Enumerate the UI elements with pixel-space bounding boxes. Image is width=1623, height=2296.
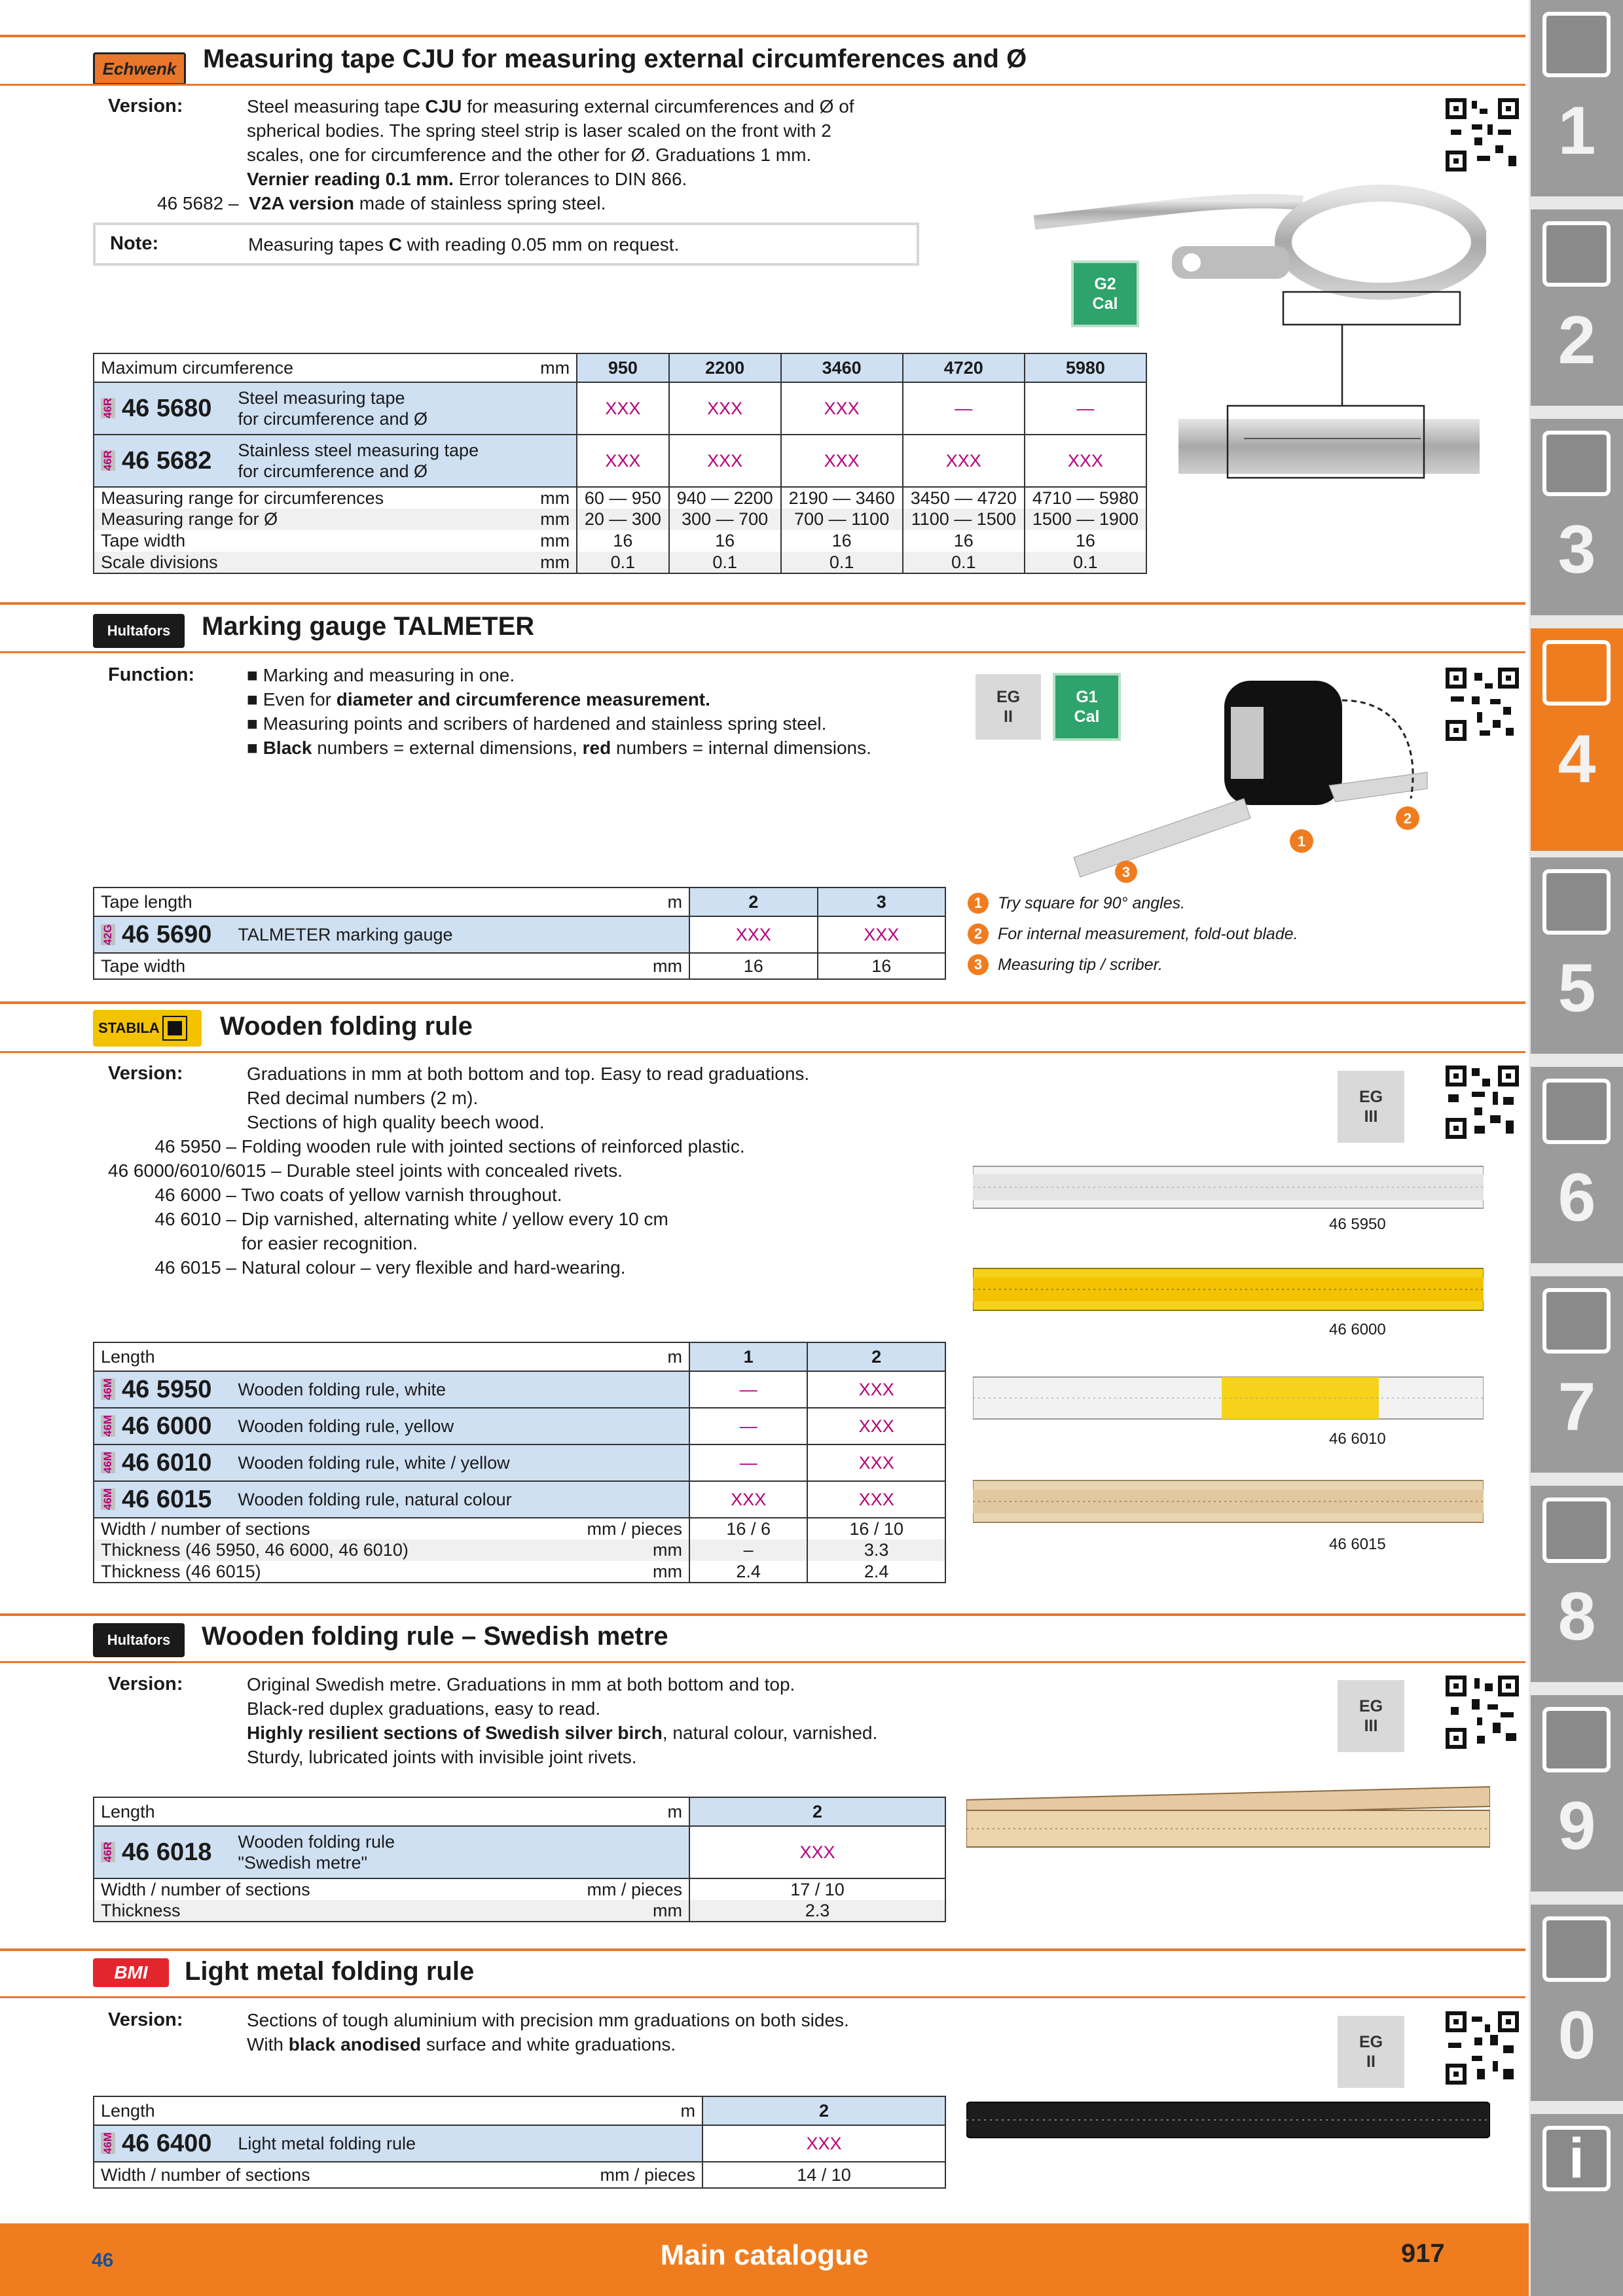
table-row[interactable] xyxy=(94,916,945,953)
price-cell: — xyxy=(689,1444,807,1481)
image-caption: 46 6015 xyxy=(1329,1535,1386,1553)
group-code: 46R xyxy=(101,1842,114,1863)
section-title: Wooden folding rule xyxy=(220,1012,473,1041)
section-rule xyxy=(0,84,1525,86)
price-cell: — xyxy=(903,382,1025,435)
spec-row: Measuring range for circumferences mm 60 — 950 940 — 2200 2190 — 3460 3450 — 4720 4710 — 5980 xyxy=(94,487,1146,509)
eg-badge: EG III xyxy=(1338,1071,1404,1143)
price-cell: XXX xyxy=(702,2125,945,2162)
article-number: 46 5950 xyxy=(122,1375,212,1403)
version-label: Version: xyxy=(108,96,183,117)
price-cell: XXX xyxy=(781,435,903,487)
calibration-badge: G2 Cal xyxy=(1071,260,1139,327)
section-title: Measuring tape CJU for measuring external circumferences and Ø xyxy=(203,45,1027,73)
function-list: ■ Marking and measuring in one. ■ Even for diameter and circumference measurement. ■ Measuring points and scribers of hardened and stainless spring steel. ■ Black numbers = external dimensions, red numbers = internal dimensions. xyxy=(247,665,871,758)
price-cell: XXX xyxy=(781,382,903,435)
version-label: Version: xyxy=(108,1063,183,1084)
product-table xyxy=(93,1342,946,1583)
price-cell: XXX xyxy=(669,382,781,435)
chapter-tab-5[interactable]: 5 xyxy=(1531,857,1623,1054)
spec-row: Tape width mm 16 16 xyxy=(94,953,945,979)
note-box xyxy=(93,223,919,266)
table-row[interactable] xyxy=(94,2125,945,2162)
folding-rule-white-yellow-image xyxy=(973,1371,1484,1426)
chapter-tab-3[interactable]: 3 xyxy=(1531,419,1623,615)
table-header-unit: m xyxy=(552,888,689,916)
section-rule xyxy=(0,602,1525,605)
table-header-unit: mm xyxy=(485,353,577,382)
article-description: Wooden folding rule, yellow xyxy=(238,1416,454,1436)
qr-code-icon[interactable] xyxy=(1446,668,1519,741)
spec-row: Width / number of sections mm / pieces 14 / 10 xyxy=(94,2162,945,2188)
calibration-badge: G1 Cal xyxy=(1053,673,1121,741)
tool-holder-icon xyxy=(1542,431,1611,496)
spec-row: Width / number of sections mm / pieces 16 / 6 16 / 10 xyxy=(94,1518,945,1539)
article-description: Steel measuring tape xyxy=(238,388,405,408)
chapter-tab-4[interactable]: 4 xyxy=(1531,628,1623,851)
product-table xyxy=(93,2096,946,2189)
section-rule xyxy=(0,1996,1525,1998)
section-title: Wooden folding rule – Swedish metre xyxy=(202,1622,668,1651)
note-label: Note: xyxy=(110,233,159,254)
group-code: 46M xyxy=(101,1488,114,1511)
table-column-header: 950 xyxy=(577,353,669,382)
section-rule xyxy=(0,1001,1525,1004)
svg-text:3: 3 xyxy=(1122,864,1131,880)
chapter-tab-6[interactable]: 6 xyxy=(1531,1067,1623,1263)
spec-row: Width / number of sections mm / pieces 17 / 10 xyxy=(94,1878,945,1900)
hand-tools-icon xyxy=(1542,1079,1611,1144)
note-text: Measuring tapes C with reading 0.05 mm on request. xyxy=(248,234,680,255)
eg-badge: EG II xyxy=(1338,2016,1404,2088)
legend-item: 3 Measuring tip / scriber. xyxy=(968,954,1163,975)
v2a-line: 46 5682 – V2A version made of stainless spring steel. xyxy=(157,193,606,213)
bmi-logo: BMI xyxy=(93,1958,169,1987)
cabinet-icon xyxy=(1542,1707,1611,1772)
qr-code-icon[interactable] xyxy=(1446,98,1519,171)
table-column-header: 2 xyxy=(702,2096,945,2125)
price-cell: XXX xyxy=(807,1408,945,1444)
price-cell: XXX xyxy=(689,1481,807,1518)
article-description: Wooden folding rule, white xyxy=(238,1379,447,1399)
table-header-label: Length xyxy=(94,1797,552,1826)
product-table xyxy=(93,887,946,980)
qr-code-icon[interactable] xyxy=(1446,2011,1519,2085)
group-code: 42G xyxy=(101,924,114,946)
description: Graduations in mm at both bottom and top. Easy to read graduations. Red decimal numbers (2 m). Sections of high quality beech wood. xyxy=(247,1064,810,1132)
folding-rule-natural-image xyxy=(973,1474,1484,1529)
spec-row: Tape width mm 16 16 16 16 16 xyxy=(94,530,1146,552)
table-row[interactable] xyxy=(94,1408,945,1444)
article-description: Stainless steel measuring tape xyxy=(238,440,479,460)
section-rule xyxy=(0,1051,1525,1053)
article-description: Wooden folding rule, white / yellow xyxy=(238,1452,510,1473)
chapter-tab-0[interactable]: 0 xyxy=(1531,1905,1623,2101)
table-row[interactable] xyxy=(94,435,1146,487)
group-code: 46M xyxy=(101,2132,114,2155)
eg-badge: EG II xyxy=(976,674,1041,740)
page-number-left: 46 xyxy=(92,2250,114,2271)
footer-title: Main catalogue xyxy=(660,2239,869,2271)
table-row[interactable] xyxy=(94,1371,945,1408)
chapter-tab-2[interactable]: 2 xyxy=(1531,209,1623,406)
chapter-tab-1[interactable]: 1 xyxy=(1531,0,1623,196)
table-column-header: 1 xyxy=(689,1342,807,1371)
price-cell: XXX xyxy=(807,1371,945,1408)
svg-text:2: 2 xyxy=(1403,810,1412,827)
table-column-header: 4720 xyxy=(903,353,1025,382)
group-code: 46R xyxy=(101,450,114,471)
product-table xyxy=(93,353,1147,574)
table-column-header: 2200 xyxy=(669,353,781,382)
swedish-folding-rule-image xyxy=(966,1780,1490,1852)
description: Original Swedish metre. Graduations in mm at both bottom and top. Black-red duplex graduations, easy to read. Highly resilient sections of Swedish silver birch, natural colour, varnished. Sturdy, lubricated joints with invisible joint rivets. xyxy=(247,1674,878,1767)
group-code: 46M xyxy=(101,1452,114,1474)
group-code: 46M xyxy=(101,1378,114,1401)
folding-rule-white-image xyxy=(973,1160,1484,1215)
page-number-right: 917 xyxy=(1401,2239,1445,2268)
spec-row: Measuring range for Ø mm 20 — 300 300 — 700 700 — 1100 1100 — 1500 1500 — 1900 xyxy=(94,509,1146,530)
article-number: 46 5682 xyxy=(122,446,212,475)
table-column-header: 2 xyxy=(807,1342,945,1371)
price-cell: — xyxy=(1025,382,1146,435)
price-cell: XXX xyxy=(669,435,781,487)
metal-folding-rule-image xyxy=(966,2100,1490,2140)
chapter-tab-8[interactable]: 8 xyxy=(1531,1486,1623,1682)
cutting-insert-icon xyxy=(1542,221,1611,287)
spec-row: Scale divisions mm 0.1 0.1 0.1 0.1 0.1 xyxy=(94,552,1146,573)
description: Steel measuring tape CJU for measuring external circumferences and Ø of spherical bodies. The spring steel strip is laser scaled on the front with 2 scales, one for circumference and the other for Ø. Graduations 1 mm. Vernier reading 0.1 mm. Error tolerances to DIN 866. xyxy=(247,96,854,189)
article-description: for circumference and Ø xyxy=(238,409,428,429)
table-header-label: Length xyxy=(94,1342,552,1371)
table-row[interactable] xyxy=(94,1826,945,1878)
workshop-tools-icon xyxy=(1542,1498,1611,1563)
product-table xyxy=(93,1797,946,1922)
qr-code-icon[interactable] xyxy=(1446,1676,1519,1749)
page-footer xyxy=(0,2223,1529,2296)
table-header-unit: m xyxy=(565,2096,702,2125)
article-number: 46 6018 xyxy=(122,1838,212,1866)
price-cell: — xyxy=(689,1371,807,1408)
variant-list: 46 5950 – Folding wooden rule with jointed sections of reinforced plastic. 46 6000/6010/6015 – Durable steel joints with concealed rivets. 46 6000 – Two coats of yellow varnish throughout. 46 6010 – Dip varnished, alternating white / yellow every 10 cm for easier recognition. 46 6015 – Natural colour – very flexible and hard-wearing. xyxy=(108,1136,745,1278)
table-column-header: 3460 xyxy=(781,353,903,382)
price-cell: XXX xyxy=(1025,435,1146,487)
article-description: TALMETER marking gauge xyxy=(238,924,453,944)
svg-text:1: 1 xyxy=(1297,833,1306,850)
chapter-tab-7[interactable]: 7 xyxy=(1531,1276,1623,1473)
chapter-tab-info[interactable] xyxy=(1531,2114,1623,2296)
price-cell: XXX xyxy=(689,916,818,953)
price-cell: — xyxy=(689,1408,807,1444)
table-row[interactable] xyxy=(94,382,1146,435)
drill-bit-icon xyxy=(1542,12,1611,77)
section-title: Marking gauge TALMETER xyxy=(202,612,535,641)
image-caption: 46 6000 xyxy=(1329,1321,1386,1338)
description: Sections of tough aluminium with precision mm graduations on both sides. With black anodised surface and white graduations. xyxy=(247,2010,849,2054)
price-cell: XXX xyxy=(818,916,946,953)
table-row[interactable] xyxy=(94,1481,945,1518)
stabila-logo: STABILA xyxy=(93,1010,202,1047)
price-cell: XXX xyxy=(807,1481,945,1518)
echwenk-logo: Echwenk xyxy=(93,52,186,85)
legend-item: 2 For internal measurement, fold-out blade. xyxy=(968,924,1298,944)
table-header-unit: m xyxy=(552,1342,689,1371)
qr-code-icon[interactable] xyxy=(1446,1066,1519,1139)
price-cell: XXX xyxy=(577,382,669,435)
price-cell: XXX xyxy=(903,435,1025,487)
article-number: 46 5680 xyxy=(122,394,212,422)
section-rule xyxy=(0,1948,1525,1951)
article-number: 46 6000 xyxy=(122,1412,212,1440)
table-header-label: Length xyxy=(94,2096,565,2125)
hultafors-logo: Hultafors xyxy=(93,1623,185,1657)
table-row[interactable] xyxy=(94,1444,945,1481)
legend-item: 1 Try square for 90° angles. xyxy=(968,893,1185,914)
section-rule xyxy=(0,1661,1525,1663)
group-code: 46M xyxy=(101,1415,114,1437)
price-cell: XXX xyxy=(577,435,669,487)
article-number: 46 5690 xyxy=(122,920,212,948)
article-description: Light metal folding rule xyxy=(238,2133,416,2153)
section-title: Light metal folding rule xyxy=(185,1957,475,1986)
image-caption: 46 6010 xyxy=(1329,1430,1386,1448)
table-column-header: 5980 xyxy=(1025,353,1146,382)
article-description: Wooden folding rule xyxy=(238,1832,395,1852)
article-description: for circumference and Ø xyxy=(238,461,428,481)
version-label: Version: xyxy=(108,2009,183,2030)
spec-row: Thickness (46 5950, 46 6000, 46 6010) mm – 3.3 xyxy=(94,1539,945,1561)
table-header-unit: m xyxy=(552,1797,689,1826)
group-code: 46R xyxy=(101,398,114,419)
article-number: 46 6400 xyxy=(122,2129,212,2157)
spec-row: Thickness (46 6015) mm 2.4 2.4 xyxy=(94,1561,945,1583)
grinding-disc-icon xyxy=(1542,869,1611,935)
article-number: 46 6015 xyxy=(122,1485,212,1513)
table-header-label: Maximum circumference xyxy=(94,353,485,382)
spec-row: Thickness mm 2.3 xyxy=(94,1900,945,1922)
table-column-header: 2 xyxy=(689,888,818,916)
article-number: 46 6010 xyxy=(122,1448,212,1477)
talmeter-image xyxy=(1054,661,1440,884)
article-description: Wooden folding rule, natural colour xyxy=(238,1489,512,1509)
folding-rule-yellow-image xyxy=(973,1262,1484,1317)
article-description: "Swedish metre" xyxy=(238,1853,368,1873)
eg-badge: EG III xyxy=(1338,1680,1404,1752)
table-header-label: Tape length xyxy=(94,888,552,916)
chapter-tab-9[interactable]: 9 xyxy=(1531,1695,1623,1892)
section-rule xyxy=(0,35,1525,37)
info-icon: i xyxy=(1542,2126,1611,2191)
caliper-icon xyxy=(1542,640,1611,706)
safety-goggles-icon xyxy=(1542,1916,1611,1982)
pliers-icon xyxy=(1542,1288,1611,1354)
image-caption: 46 5950 xyxy=(1329,1215,1386,1233)
version-label: Version: xyxy=(108,1674,183,1695)
function-label: Function: xyxy=(108,664,195,685)
section-rule xyxy=(0,1613,1525,1616)
table-column-header: 2 xyxy=(689,1797,945,1826)
price-cell: XXX xyxy=(807,1444,945,1481)
table-column-header: 3 xyxy=(818,888,946,916)
section-rule xyxy=(0,651,1525,653)
price-cell: XXX xyxy=(689,1826,945,1878)
hultafors-logo: Hultafors xyxy=(93,614,185,648)
